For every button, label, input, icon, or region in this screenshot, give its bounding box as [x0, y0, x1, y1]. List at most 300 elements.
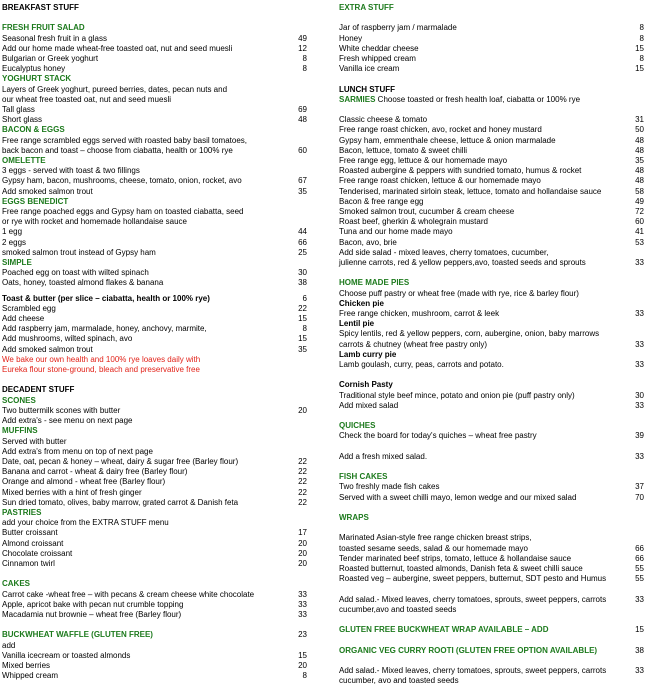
item-text: Almond croissant: [2, 538, 64, 548]
item-price: 15: [635, 64, 644, 74]
item-price: 48: [635, 135, 644, 145]
menu-item: [2, 217, 307, 227]
item-price: 33: [635, 451, 644, 461]
category-heading: [339, 625, 644, 635]
item-price: 8: [639, 54, 644, 63]
item-price: 55: [635, 564, 644, 574]
item-price: 60: [635, 217, 644, 227]
item-text: Carrot cake -wheat free – with pecans & cream cheese white chocolate: [2, 589, 255, 599]
item-text: Seasonal fresh fruit in a glass: [2, 33, 107, 43]
item-text: Free range scrambled eggs served with roasted baby basil tomatoes,: [2, 135, 248, 145]
sub-heading: [339, 380, 644, 390]
menu-item: [339, 166, 644, 176]
spacer: [339, 615, 644, 625]
category-heading: [339, 3, 644, 13]
menu-item: [339, 482, 644, 492]
item-text: DECADENT STUFF: [2, 385, 75, 395]
menu-item: [339, 115, 644, 125]
item-price: 31: [635, 115, 644, 125]
item-text: EGGS BENEDICT: [2, 196, 69, 206]
item-text: Free range poached eggs and Gypsy ham on toasted ciabatta, seed: [2, 207, 244, 217]
item-price: 20: [298, 660, 307, 670]
menu-item: [339, 533, 644, 543]
item-text: Bacon, lettuce, tomato & sweet chilli: [339, 145, 468, 155]
spacer: [339, 74, 644, 84]
item-price: 15: [298, 314, 307, 324]
menu-item: [2, 44, 307, 54]
item-text: Poached egg on toast with wilted spinach: [2, 268, 149, 278]
item-price: 33: [298, 599, 307, 609]
menu-item: [339, 605, 644, 615]
item-price: 8: [639, 23, 644, 33]
item-text: GLUTEN FREE BUCKWHEAT WRAP AVAILABLE – ADD: [339, 625, 549, 635]
item-price: 70: [635, 492, 644, 502]
section-heading: [339, 85, 644, 95]
item-price: 38: [635, 645, 644, 655]
item-text: Two freshly made fish cakes: [339, 482, 440, 492]
menu-item: [339, 238, 644, 248]
item-text: Scrambled egg: [2, 303, 56, 313]
category-heading: [2, 156, 307, 166]
item-price: 38: [298, 278, 307, 288]
menu-item: [2, 477, 307, 487]
item-price: 20: [298, 538, 307, 548]
item-price: 66: [298, 237, 307, 247]
item-text: HOME MADE PIES: [339, 278, 410, 288]
menu-item: [339, 136, 644, 146]
menu-item: [2, 457, 307, 467]
category-heading: SARMIES: [339, 94, 376, 104]
item-text: Add salad.- Mixed leaves, cherry tomatoes, sprouts, sweet peppers, carrots: [339, 665, 607, 675]
category-heading: [2, 630, 307, 640]
item-price: 39: [635, 431, 644, 441]
menu-item: [339, 666, 644, 676]
item-text: Short glass: [2, 115, 43, 125]
item-text: OMELETTE: [2, 156, 46, 166]
item-text: BUCKWHEAT WAFFLE (GLUTEN FREE): [2, 630, 153, 640]
item-price: 20: [298, 405, 307, 415]
menu-item: [339, 125, 644, 135]
item-price: 44: [298, 227, 307, 237]
menu-item: [339, 564, 644, 574]
category-heading: [2, 508, 307, 518]
item-price: 22: [298, 467, 307, 477]
item-text: Lamb curry pie: [339, 349, 397, 359]
item-text: julienne carrots, red & yellow peppers,avo, toasted seeds and sprouts: [339, 258, 586, 268]
spacer: [339, 503, 644, 513]
item-text: Add smoked salmon trout: [2, 344, 93, 354]
sub-heading: [339, 319, 644, 329]
item-text: Served with butter: [2, 436, 67, 446]
item-text: Vanilla icecream or toasted almonds: [2, 650, 131, 660]
item-text: White cheddar cheese: [339, 43, 419, 53]
item-price: 53: [635, 237, 644, 247]
menu-item: [339, 34, 644, 44]
item-text: Eucalyptus honey: [2, 64, 66, 74]
item-text: LUNCH STUFF: [339, 84, 395, 94]
category-heading: [2, 426, 307, 436]
item-text: CAKES: [2, 579, 31, 589]
item-text: Gypsy ham, emmenthale cheese, lettuce & onion marmalade: [339, 135, 556, 145]
menu-item: [2, 176, 307, 186]
menu-item: [2, 268, 307, 278]
sub-heading: [2, 294, 307, 304]
menu-item: [2, 467, 307, 477]
item-text: Add cheese: [2, 314, 45, 324]
item-price: 23: [298, 630, 307, 640]
menu-item: [2, 54, 307, 64]
spacer: [339, 442, 644, 452]
item-text: FISH CAKES: [339, 472, 388, 482]
menu-item: [2, 539, 307, 549]
item-price: 35: [298, 186, 307, 196]
item-text: Choose puff pastry or wheat free (made with rye, rice & barley flour): [339, 288, 579, 298]
category-heading: [2, 197, 307, 207]
menu-item: [2, 85, 307, 95]
item-price: 66: [635, 553, 644, 563]
item-text: 3 eggs - served with toast & two fillings: [2, 166, 140, 176]
item-price: 15: [635, 43, 644, 53]
menu-item: [339, 360, 644, 370]
item-text: Lamb goulash, curry, peas, carrots and potato.: [339, 360, 504, 370]
item-price: 49: [635, 196, 644, 206]
item-text: FRESH FRUIT SALAD: [2, 23, 85, 33]
item-price: 55: [635, 574, 644, 584]
item-price: 48: [635, 145, 644, 155]
item-text: Cornish Pasty: [339, 380, 393, 390]
item-text: Tall glass: [2, 105, 35, 115]
item-text: Fresh whipped cream: [339, 54, 416, 63]
item-text: Eureka flour stone-ground, bleach and preservative free: [2, 365, 200, 375]
category-heading: [2, 125, 307, 135]
item-text: QUICHES: [339, 421, 376, 431]
item-text: Bacon & free range egg: [339, 196, 424, 206]
item-price: 33: [635, 400, 644, 410]
item-price: 48: [635, 166, 644, 176]
item-price: 69: [298, 105, 307, 115]
item-text: Orange and almond - wheat free (Barley flour): [2, 477, 166, 487]
item-text: Add smoked salmon trout: [2, 186, 93, 196]
item-text: Tender marinated beef strips, tomato, lettuce & hollandaise sauce: [339, 553, 572, 563]
item-price: 48: [635, 176, 644, 186]
category-heading: [339, 278, 644, 288]
menu-item: [2, 207, 307, 217]
menu-item: [2, 498, 307, 508]
menu-item: [339, 554, 644, 564]
menu-item: [2, 610, 307, 620]
item-text: Add side salad - mixed leaves, cherry tomatoes, cucumber,: [339, 247, 549, 257]
menu-item: [339, 54, 644, 64]
item-text: Chicken pie: [339, 298, 384, 308]
menu-item: [2, 227, 307, 237]
category-heading: [2, 74, 307, 84]
item-price: 33: [635, 309, 644, 319]
item-text: Free range egg, lettuce & our homemade mayo: [339, 156, 508, 165]
item-text: Toast & butter (per slice – ciabatta, health or 100% rye): [2, 293, 210, 303]
item-price: 22: [298, 303, 307, 313]
item-price: 67: [298, 176, 307, 186]
item-price: 33: [635, 665, 644, 675]
menu-item: [339, 258, 644, 268]
category-heading: [339, 513, 644, 523]
item-price: 22: [298, 487, 307, 497]
sub-heading: [339, 299, 644, 309]
menu-item: [339, 23, 644, 33]
menu-item: [2, 518, 307, 528]
menu-item: [2, 437, 307, 447]
item-text: Apple, apricot bake with pecan nut crumble topping: [2, 599, 184, 609]
item-text: Date, oat, pecan & honey – wheat, dairy & sugar free (Barley flour): [2, 456, 239, 466]
item-price: 66: [635, 543, 644, 553]
item-text: Tuna and our home made mayo: [339, 227, 453, 237]
item-text: Banana and carrot - wheat & dairy free (Barley flour): [2, 467, 188, 477]
spacer: [2, 13, 307, 23]
menu-item: [2, 651, 307, 661]
item-text: Add raspberry jam, marmalade, honey, anchovy, marmite,: [2, 324, 207, 334]
item-text: 2 eggs: [2, 237, 27, 247]
menu-item: [339, 227, 644, 237]
item-price: 8: [302, 64, 307, 74]
menu-item: [2, 64, 307, 74]
menu-item: [2, 590, 307, 600]
menu-item: [339, 289, 644, 299]
menu-item: [339, 156, 644, 166]
item-price: 33: [298, 609, 307, 619]
item-text: Smoked salmon trout, cucumber & cream cheese: [339, 207, 515, 217]
left-column: [2, 3, 307, 681]
menu-item: [339, 187, 644, 197]
item-text: Add extra's from menu on top of next page: [2, 446, 153, 456]
item-price: 8: [302, 324, 307, 334]
menu-item: [339, 401, 644, 411]
item-text: Bacon, avo, brie: [339, 237, 397, 247]
item-text: or rye with rocket and homemade hollandaise sauce: [2, 217, 187, 227]
item-text: Check the board for today's quiches – wheat free pastry: [339, 431, 537, 441]
spacer: [339, 411, 644, 421]
item-price: 48: [298, 115, 307, 125]
spacer: [339, 584, 644, 594]
menu-item: [2, 146, 307, 156]
item-text: ORGANIC VEG CURRY ROOTI (GLUTEN FREE OPTION AVAILABLE): [339, 645, 598, 655]
item-price: 8: [639, 33, 644, 43]
item-price: 72: [635, 207, 644, 217]
item-text: Gypsy ham, bacon, mushrooms, cheese, tomato, onion, rocket, avo: [2, 176, 242, 186]
menu-item: [339, 595, 644, 605]
category-heading: [2, 23, 307, 33]
item-price: 20: [298, 558, 307, 568]
menu-item: [339, 544, 644, 554]
menu-item: [2, 334, 307, 344]
item-price: 58: [635, 186, 644, 196]
item-text: Spicy lentils, red & yellow peppers, corn, aubergine, onion, baby marrows: [339, 329, 600, 339]
spacer: [339, 13, 644, 23]
item-price: 15: [298, 650, 307, 660]
item-text: add your choice from the EXTRA STUFF menu: [2, 518, 169, 528]
right-column: [339, 3, 644, 686]
item-text: Chocolate croissant: [2, 548, 73, 558]
item-text: [339, 95, 644, 105]
menu-item: [2, 278, 307, 288]
item-text: Oats, honey, toasted almond flakes & banana: [2, 278, 164, 288]
item-text: Mixed berries: [2, 660, 51, 670]
item-text: Marinated Asian-style free range chicken breast strips,: [339, 533, 532, 543]
menu-item: [2, 324, 307, 334]
item-text: Roasted butternut, toasted almonds, Danish feta & sweet chilli sauce: [339, 564, 583, 574]
menu-item: [339, 217, 644, 227]
menu-item: [2, 115, 307, 125]
item-text: Add mushrooms, wilted spinach, avo: [2, 334, 133, 344]
menu-item: [2, 661, 307, 671]
menu-item: [339, 391, 644, 401]
menu-item: [2, 559, 307, 569]
item-text: toasted sesame seeds, salad & our homemade mayo: [339, 543, 528, 553]
menu-item: [2, 136, 307, 146]
item-price: 15: [635, 625, 644, 635]
item-text: Served with a sweet chilli mayo, lemon wedge and our mixed salad: [339, 492, 577, 502]
menu-item: [339, 309, 644, 319]
item-text: Two buttermilk scones with butter: [2, 405, 121, 415]
item-text: WRAPS: [339, 513, 369, 523]
item-text: BACON & EGGS: [2, 125, 65, 135]
category-heading: [2, 396, 307, 406]
item-text: Cinnamon twirl: [2, 558, 55, 568]
item-text: Macadamia nut brownie – wheat free (Barley flour): [2, 609, 182, 619]
spacer: [2, 569, 307, 579]
menu-item: [339, 44, 644, 54]
item-text: MUFFINS: [2, 426, 38, 436]
bakery-notice: [2, 355, 307, 365]
item-text: Add mixed salad: [339, 400, 399, 410]
menu-item: [339, 146, 644, 156]
item-text: Add extra's - see menu on next page: [2, 416, 133, 426]
bakery-notice: [2, 365, 307, 375]
item-text: Butter croissant: [2, 528, 58, 538]
menu-item: [2, 304, 307, 314]
item-price: 37: [635, 482, 644, 492]
item-text: Roasted veg – aubergine, sweet peppers, butternut, SDT pesto and Humus: [339, 574, 607, 584]
item-price: 20: [298, 548, 307, 558]
menu-item: [2, 166, 307, 176]
item-text: Lentil pie: [339, 319, 375, 329]
item-price: 33: [635, 594, 644, 604]
item-text: Free range chicken, mushroom, carrot & leek: [339, 309, 500, 319]
menu-item: [2, 248, 307, 258]
category-heading: [339, 421, 644, 431]
menu-item: [339, 197, 644, 207]
item-text: cucumber,avo and toasted seeds: [339, 604, 457, 614]
item-text: Tenderised, marinated sirloin steak, lettuce, tomato and hollandaise sauce: [339, 186, 602, 196]
item-price: 22: [298, 477, 307, 487]
item-price: 8: [302, 54, 307, 63]
item-text: We bake our own health and 100% rye loaves daily with: [2, 354, 201, 364]
item-price: 30: [635, 390, 644, 400]
item-text: back bacon and toast – choose from ciabatta, health or 100% rye: [2, 145, 233, 155]
spacer: [339, 523, 644, 533]
menu-item: [339, 676, 644, 686]
item-price: 33: [298, 589, 307, 599]
item-text: Sun dried tomato, olives, baby marrow, grated carrot & Danish feta: [2, 497, 239, 507]
menu-item: [2, 447, 307, 457]
spacer: [339, 268, 644, 278]
menu-item: [2, 95, 307, 105]
spacer: [2, 375, 307, 385]
item-text: SCONES: [2, 395, 36, 405]
item-price: 41: [635, 227, 644, 237]
item-text: Roast beef, gherkin & wholegrain mustard: [339, 217, 488, 227]
item-text: add: [2, 640, 16, 650]
item-text: Jar of raspberry jam / marmalade: [339, 23, 457, 33]
menu-item: [339, 207, 644, 217]
menu-item: [339, 329, 644, 339]
item-text: Add a fresh mixed salad.: [339, 451, 428, 461]
menu-item: [2, 314, 307, 324]
menu-item: [2, 187, 307, 197]
item-price: 35: [298, 344, 307, 354]
item-price: 33: [635, 258, 644, 268]
item-price: 22: [298, 497, 307, 507]
menu-item: [339, 248, 644, 258]
item-price: 15: [298, 334, 307, 344]
item-text: Whipped cream: [2, 671, 59, 681]
sub-heading: [339, 350, 644, 360]
item-text: smoked salmon trout instead of Gypsy ham: [2, 247, 156, 257]
section-heading: [2, 3, 307, 13]
menu-item: [2, 345, 307, 355]
menu-item: [339, 452, 644, 462]
menu-item: [339, 176, 644, 186]
item-text: PASTRIES: [2, 507, 42, 517]
menu-item: [2, 528, 307, 538]
menu-item: [339, 64, 644, 74]
section-heading: [2, 385, 307, 395]
menu-item: [339, 95, 644, 105]
item-text: YOGHURT STACK: [2, 74, 72, 84]
menu-item: [2, 641, 307, 651]
item-price: 8: [302, 671, 307, 681]
menu-item: [2, 34, 307, 44]
item-text: Free range roast chicken, lettuce & our homemade mayo: [339, 176, 541, 186]
menu-item: [2, 238, 307, 248]
item-text: EXTRA STUFF: [339, 3, 394, 12]
item-price: 33: [635, 360, 644, 370]
item-price: 22: [298, 456, 307, 466]
item-price: 17: [298, 528, 307, 538]
item-text: Layers of Greek yoghurt, pureed berries, dates, pecan nuts and: [2, 84, 228, 94]
item-text: Classic cheese & tomato: [339, 115, 428, 125]
spacer: [339, 635, 644, 645]
item-text: cucumber, avo and toasted seeds: [339, 676, 459, 686]
item-text: Free range roast chicken, avo, rocket and honey mustard: [339, 125, 542, 135]
item-text: Honey: [339, 33, 363, 43]
menu-item: [339, 493, 644, 503]
category-heading: [2, 579, 307, 589]
menu-item: [2, 406, 307, 416]
item-text: Traditional style beef mince, potato and onion pie (puff pastry only): [339, 390, 575, 400]
spacer: [339, 105, 644, 115]
spacer: [339, 370, 644, 380]
menu-item: [2, 416, 307, 426]
item-text: Add our home made wheat-free toasted oat, nut and seed muesli: [2, 43, 233, 53]
menu-item: [339, 340, 644, 350]
item-price: 50: [635, 125, 644, 135]
item-text: 1 egg: [2, 227, 23, 237]
item-price: 60: [298, 145, 307, 155]
menu-item: [2, 105, 307, 115]
menu-item: [339, 574, 644, 584]
menu-item: [2, 488, 307, 498]
item-text: Vanilla ice cream: [339, 64, 400, 74]
item-description: Choose toasted or fresh health loaf, ciabatta or 100% rye: [375, 94, 581, 104]
